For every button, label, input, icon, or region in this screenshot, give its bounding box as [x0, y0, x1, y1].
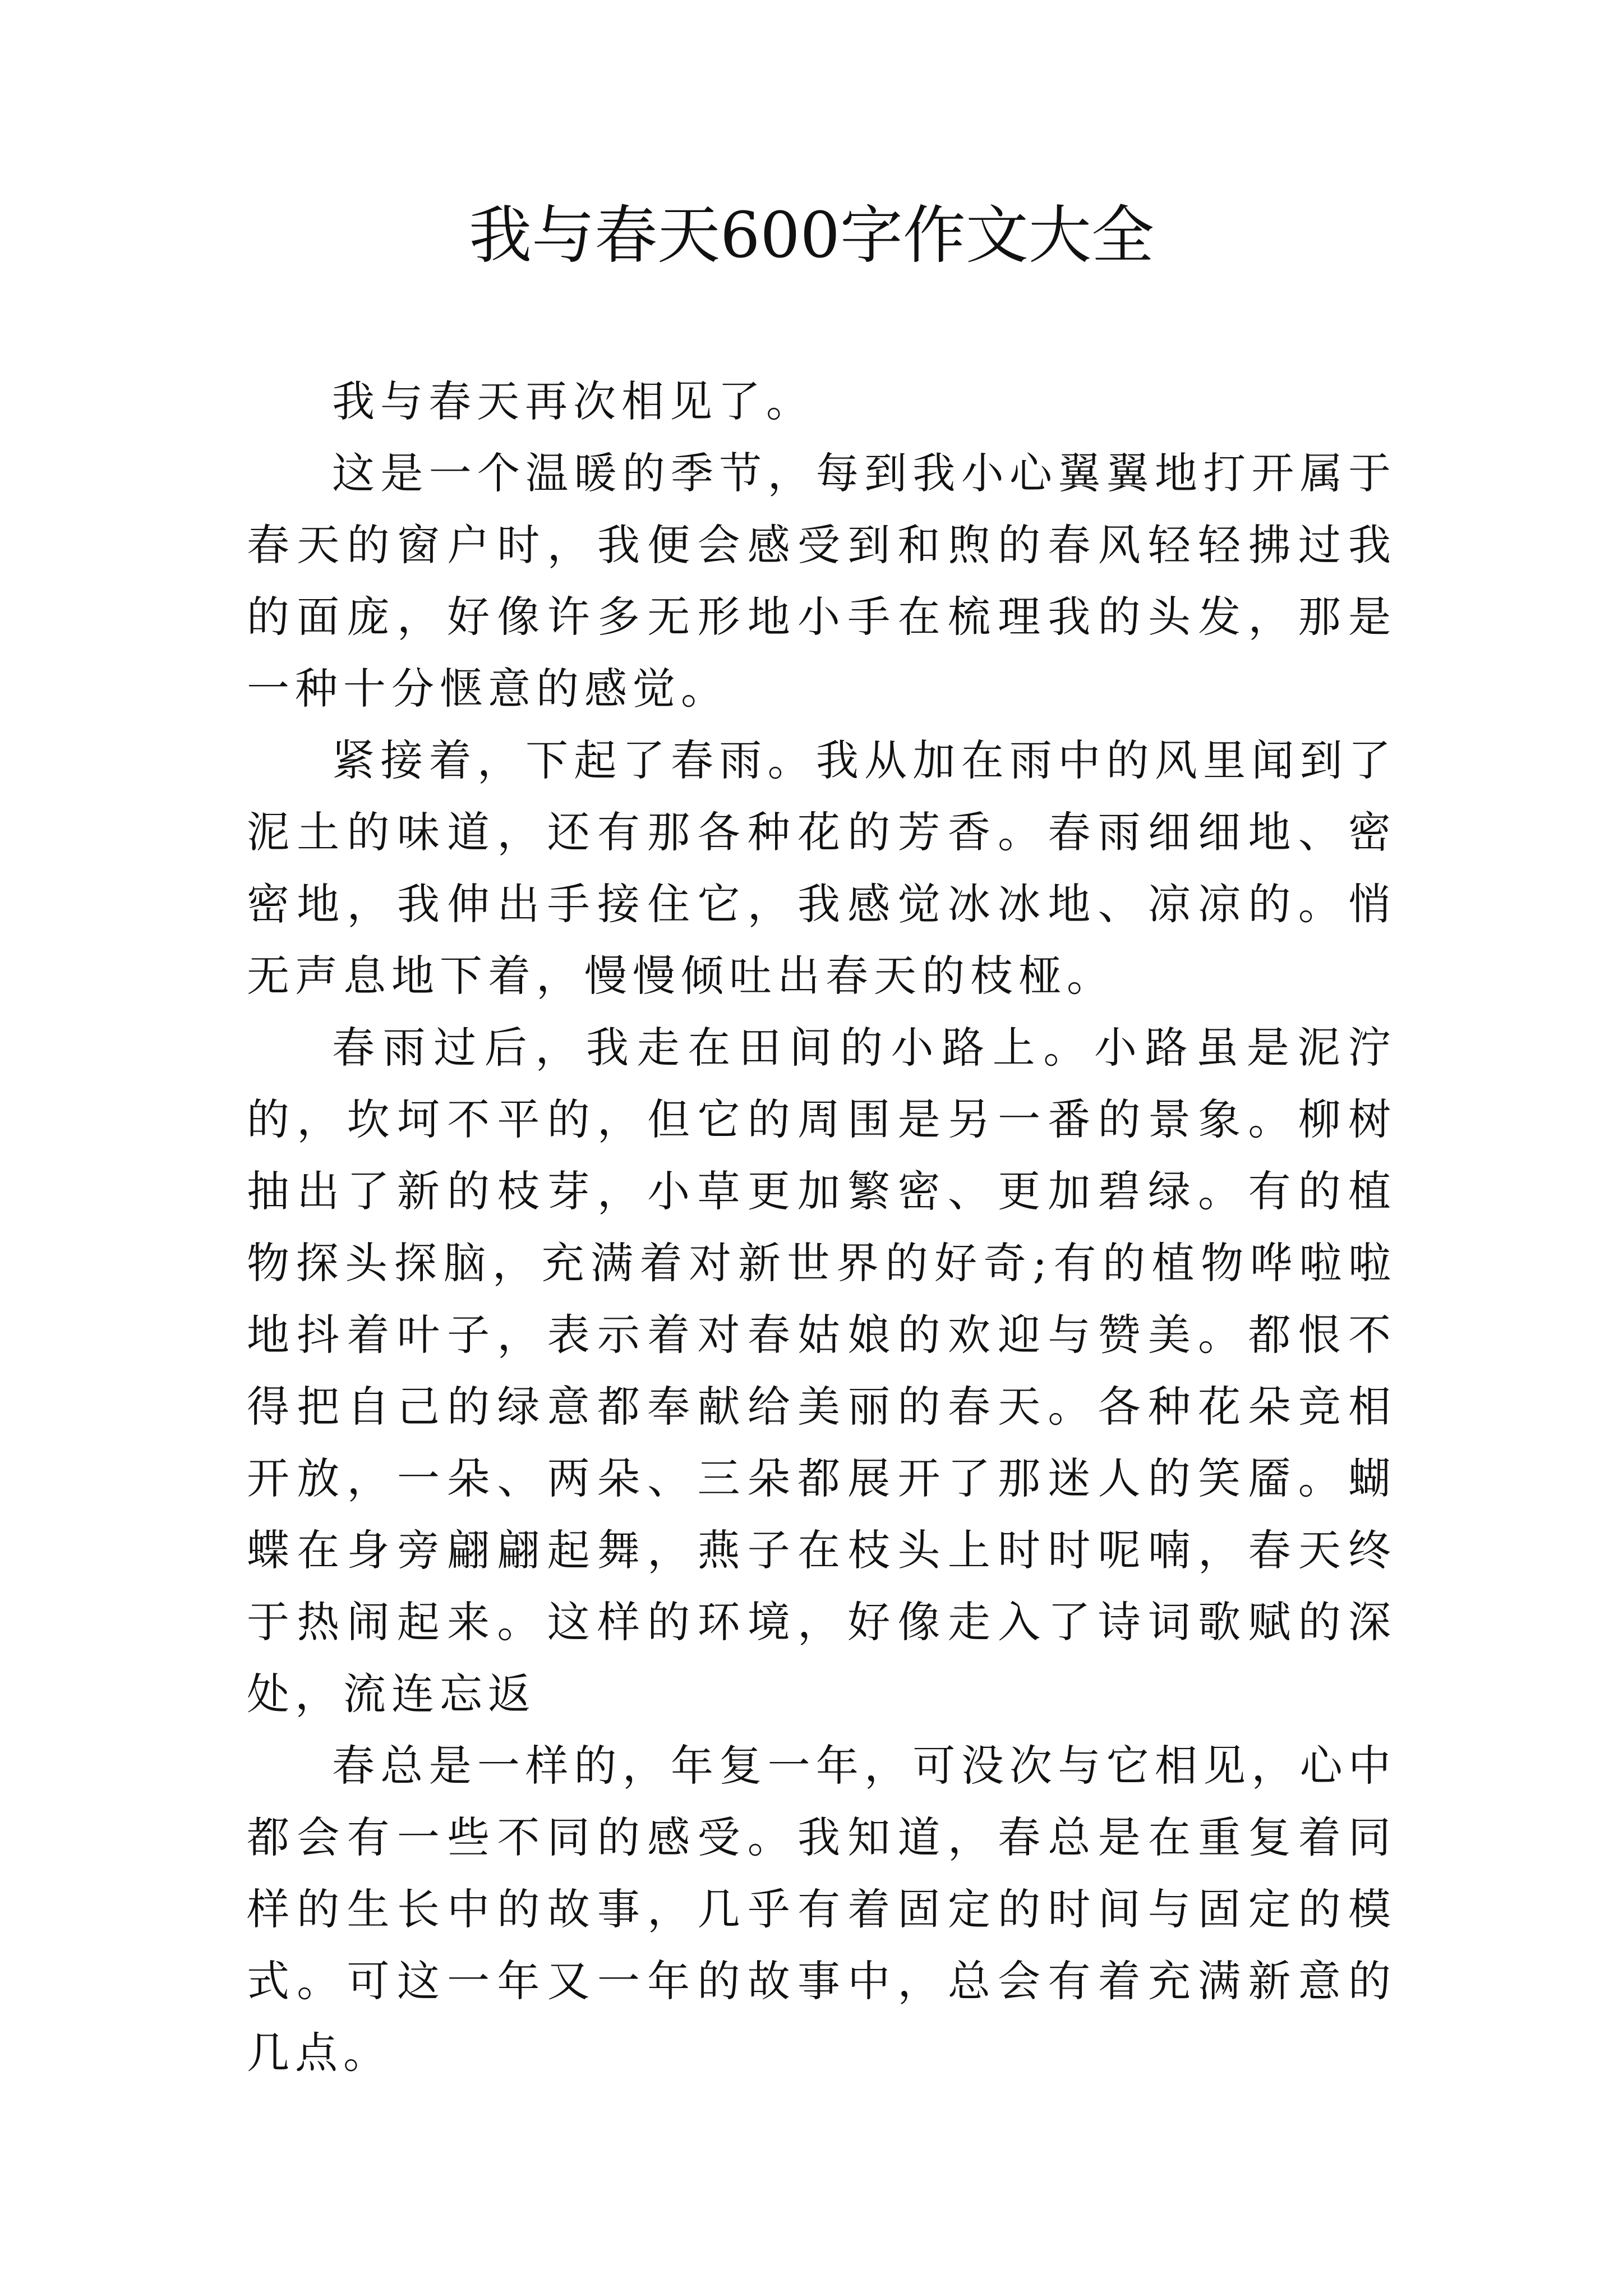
document-body	[247, 366, 1396, 2089]
paragraph-5: 春总是一样的，年复一年，可没次与它相见，心中都会有一些不同的感受。我知道，春总是在重复着同样的生长中的故事，几乎有着固定的时间与固定的模式。可这一年又一年的故事中，总会有着充满新意的几点。	[247, 1741, 1396, 2078]
document-title: 我与春天600字作文大全	[469, 199, 1154, 272]
paragraph-2: 这是一个温暖的季节，每到我小心翼翼地打开属于春天的窗户时，我便会感受到和煦的春风轻轻拂过我的面庞，好像许多无形地小手在梳理我的头发，那是一种十分惬意的感觉。	[247, 448, 1396, 714]
paragraph-4: 春雨过后，我走在田间的小路上。小路虽是泥泞的，坎坷不平的，但它的周围是另一番的景象。柳树抽出了新的枝芽，小草更加繁密、更加碧绿。有的植物探头探脑，充满着对新世界的好奇;有的植物哗啦啦地抖着叶子，表示着对春姑娘的欢迎与赞美。都恨不得把自己的绿意都奉献给美丽的春天。各种花朵竞相开放，一朵、两朵、三朵都展开了那迷人的笑靥。蝴蝶在身旁翩翩起舞，燕子在枝头上时时呢喃，春天终于热闹起来。这样的环境，好像走入了诗词歌赋的深处，流连忘返	[247, 1023, 1396, 1719]
paragraph-3: 紧接着，下起了春雨。我从加在雨中的风里闻到了泥土的味道，还有那各种花的芳香。春雨细细地、密密地，我伸出手接住它，我感觉冰冰地、凉凉的。悄无声息地下着，慢慢倾吐出春天的枝桠。	[247, 735, 1396, 1001]
paragraph-1: 我与春天再次相见了。	[332, 376, 814, 426]
